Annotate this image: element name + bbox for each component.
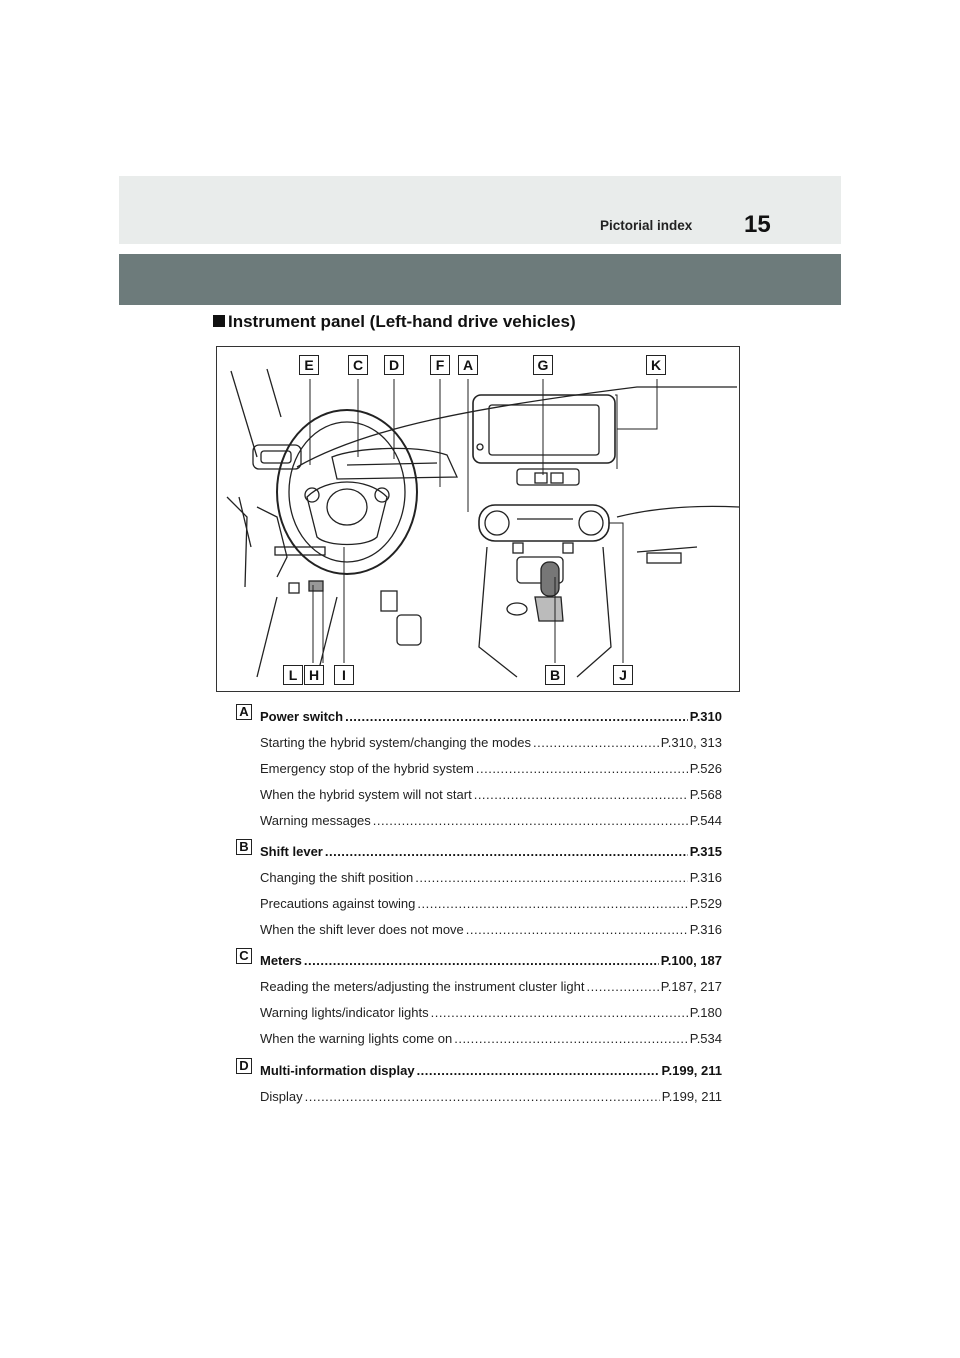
entry-marker-a: A bbox=[236, 704, 252, 720]
callout-d: D bbox=[384, 355, 404, 375]
entry-marker-c: C bbox=[236, 948, 252, 964]
callout-a: A bbox=[458, 355, 478, 375]
page-heading bbox=[213, 312, 576, 332]
callout-i: I bbox=[334, 665, 354, 685]
entry-marker-d: D bbox=[236, 1058, 252, 1074]
page-ref: P.199, 211 bbox=[661, 1089, 722, 1104]
page-ref: P.568 bbox=[689, 787, 722, 802]
item-label: Display bbox=[260, 1089, 303, 1104]
title-band bbox=[119, 254, 841, 305]
entry-marker-b: B bbox=[236, 839, 252, 855]
entry-title-row bbox=[260, 1063, 722, 1079]
square-bullet-icon bbox=[213, 315, 225, 327]
entry-title-row bbox=[260, 953, 722, 969]
page-ref: P.316 bbox=[689, 870, 722, 885]
page-ref: P.180 bbox=[689, 1005, 722, 1020]
item-label: Starting the hybrid system/changing the modes bbox=[260, 735, 531, 750]
page-ref: P.100, 187 bbox=[660, 953, 722, 968]
page-ref: P.534 bbox=[689, 1031, 722, 1046]
entry-title: Multi-information display bbox=[260, 1063, 415, 1078]
callout-k: K bbox=[646, 355, 666, 375]
instrument-panel-illustration bbox=[217, 347, 739, 691]
entry-item-row bbox=[260, 1031, 722, 1047]
page-ref: P.187, 217 bbox=[660, 979, 722, 994]
item-label: Changing the shift position bbox=[260, 870, 414, 885]
entry-item-row bbox=[260, 813, 722, 829]
item-label: When the hybrid system will not start bbox=[260, 787, 472, 802]
callout-h: H bbox=[304, 665, 324, 685]
entry-item-row bbox=[260, 1005, 722, 1021]
page-ref: P.315 bbox=[689, 844, 722, 859]
section-title: Pictorial index bbox=[600, 218, 693, 233]
item-label: Warning messages bbox=[260, 813, 371, 828]
item-label: Reading the meters/adjusting the instrument cluster light bbox=[260, 979, 585, 994]
callout-b: B bbox=[545, 665, 565, 685]
callout-g: G bbox=[533, 355, 553, 375]
entry-item-row bbox=[260, 896, 722, 912]
page-ref: P.310 bbox=[689, 709, 722, 724]
entry-item-row bbox=[260, 761, 722, 777]
callout-j: J bbox=[613, 665, 633, 685]
page-number: 15 bbox=[744, 211, 771, 238]
item-label: Precautions against towing bbox=[260, 896, 416, 911]
header-band bbox=[119, 176, 841, 244]
callout-c: C bbox=[348, 355, 368, 375]
entry-title-row bbox=[260, 844, 722, 860]
entry-title: Shift lever bbox=[260, 844, 323, 859]
entry-item-row bbox=[260, 787, 722, 803]
entry-item-row bbox=[260, 922, 722, 938]
callout-l: L bbox=[283, 665, 303, 685]
item-label: Emergency stop of the hybrid system bbox=[260, 761, 474, 776]
item-label: When the shift lever does not move bbox=[260, 922, 464, 937]
page-ref: P.526 bbox=[689, 761, 722, 776]
callout-f: F bbox=[430, 355, 450, 375]
page-ref: P.529 bbox=[689, 896, 722, 911]
entry-item-row bbox=[260, 1089, 722, 1105]
heading-text: Instrument panel (Left-hand drive vehicles) bbox=[228, 312, 576, 331]
item-label: When the warning lights come on bbox=[260, 1031, 453, 1046]
page-ref: P.544 bbox=[689, 813, 722, 828]
page-ref: P.199, 211 bbox=[661, 1063, 722, 1078]
entry-title-row bbox=[260, 709, 722, 725]
entry-item-row bbox=[260, 979, 722, 995]
callout-e: E bbox=[299, 355, 319, 375]
page-ref: P.310, 313 bbox=[660, 735, 722, 750]
item-label: Warning lights/indicator lights bbox=[260, 1005, 429, 1020]
instrument-panel-figure bbox=[216, 346, 740, 692]
entry-item-row bbox=[260, 870, 722, 886]
page-ref: P.316 bbox=[689, 922, 722, 937]
entry-title: Meters bbox=[260, 953, 302, 968]
entry-title: Power switch bbox=[260, 709, 344, 724]
entry-item-row bbox=[260, 735, 722, 751]
